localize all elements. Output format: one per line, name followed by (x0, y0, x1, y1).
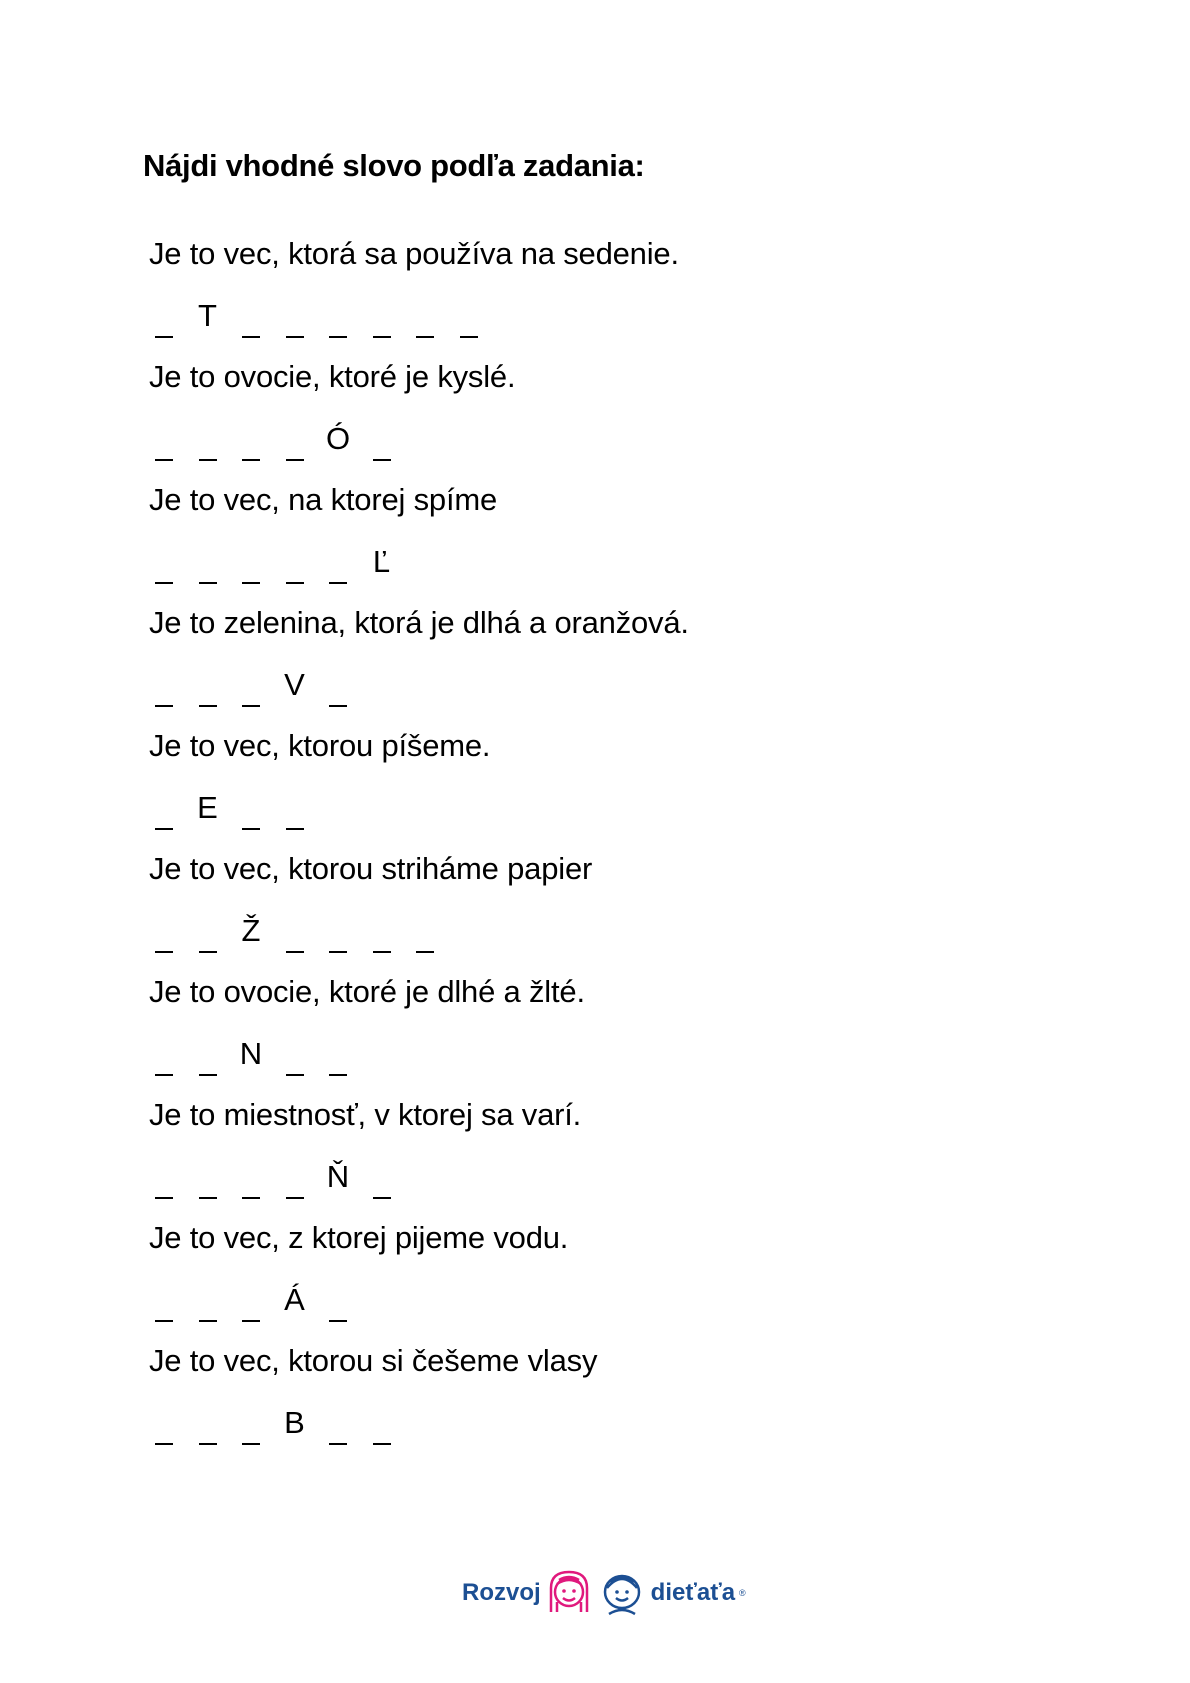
registered-mark: ® (739, 1588, 746, 1598)
blank-slot[interactable] (199, 1320, 217, 1322)
given-letter: E (197, 790, 218, 825)
given-letter: N (239, 1036, 263, 1071)
blank-slot[interactable] (199, 582, 217, 584)
blank-slot[interactable] (286, 828, 304, 830)
blank-slot[interactable] (373, 1197, 391, 1199)
question-text: Je to vec, ktorou si češeme vlasy (149, 1343, 598, 1378)
blank-slot[interactable] (329, 705, 347, 707)
question-text: Je to ovocie, ktoré je kyslé. (149, 359, 516, 394)
answer-pattern (149, 911, 689, 972)
question-text: Je to vec, ktorou píšeme. (149, 728, 491, 763)
logo-text-right: dieťaťa (650, 1579, 736, 1606)
blank-slot[interactable] (329, 582, 347, 584)
question-text: Je to ovocie, ktoré je dlhé a žlté. (149, 974, 585, 1009)
blank-slot[interactable] (460, 336, 478, 338)
blank-slot[interactable] (155, 951, 173, 953)
blank-slot[interactable] (286, 582, 304, 584)
answer-pattern (149, 542, 689, 603)
blank-slot[interactable] (242, 459, 260, 461)
blank-slot[interactable] (199, 705, 217, 707)
blank-slot[interactable] (329, 1320, 347, 1322)
question-text: Je to vec, ktorou striháme papier (149, 851, 593, 886)
blank-slot[interactable] (416, 951, 434, 953)
blank-slot[interactable] (155, 459, 173, 461)
blank-slot[interactable] (155, 582, 173, 584)
answer-pattern (149, 419, 689, 480)
answer-pattern (149, 665, 689, 726)
blank-slot[interactable] (416, 336, 434, 338)
blank-slot[interactable] (155, 1443, 173, 1445)
answer-pattern (149, 296, 689, 357)
blank-slot[interactable] (286, 459, 304, 461)
question-text: Je to vec, na ktorej spíme (149, 482, 498, 517)
blank-slot[interactable] (286, 951, 304, 953)
given-letter: Ž (241, 913, 261, 948)
answer-pattern (149, 1157, 689, 1218)
blank-slot[interactable] (199, 1074, 217, 1076)
given-letter: T (198, 298, 217, 333)
given-letter: Á (284, 1282, 305, 1317)
blank-slot[interactable] (242, 582, 260, 584)
blank-slot[interactable] (155, 705, 173, 707)
blank-slot[interactable] (199, 1197, 217, 1199)
blank-slot[interactable] (329, 336, 347, 338)
question-text: Je to zelenina, ktorá je dlhá a oranžová. (149, 605, 689, 640)
blank-slot[interactable] (242, 1443, 260, 1445)
blank-slot[interactable] (373, 1443, 391, 1445)
blank-slot[interactable] (199, 1443, 217, 1445)
answer-pattern (149, 1280, 689, 1341)
girl-face-icon (545, 1568, 593, 1618)
page-title: Nájdi vhodné slovo podľa zadania: (143, 148, 645, 183)
blank-slot[interactable] (329, 1443, 347, 1445)
blank-slot[interactable] (373, 459, 391, 461)
answer-pattern (149, 1034, 689, 1095)
question-text: Je to vec, ktorá sa používa na sedenie. (149, 236, 679, 271)
given-letter: Ň (326, 1159, 350, 1194)
exercise-list (149, 234, 689, 1464)
blank-slot[interactable] (242, 705, 260, 707)
blank-slot[interactable] (155, 828, 173, 830)
blank-slot[interactable] (155, 1197, 173, 1199)
given-letter: Ľ (372, 544, 391, 579)
blank-slot[interactable] (329, 951, 347, 953)
blank-slot[interactable] (329, 1074, 347, 1076)
blank-slot[interactable] (199, 951, 217, 953)
boy-face-icon (597, 1568, 647, 1618)
given-letter: V (284, 667, 305, 702)
given-letter: Ó (325, 421, 351, 456)
blank-slot[interactable] (242, 828, 260, 830)
blank-slot[interactable] (286, 1197, 304, 1199)
answer-pattern (149, 788, 689, 849)
blank-slot[interactable] (199, 459, 217, 461)
question-text: Je to vec, z ktorej pijeme vodu. (149, 1220, 569, 1255)
logo (462, 1568, 746, 1618)
blank-slot[interactable] (373, 951, 391, 953)
logo-text-left: Rozvoj (462, 1579, 541, 1606)
blank-slot[interactable] (286, 336, 304, 338)
answer-pattern (149, 1403, 689, 1464)
blank-slot[interactable] (373, 336, 391, 338)
blank-slot[interactable] (155, 336, 173, 338)
given-letter: B (284, 1405, 305, 1440)
blank-slot[interactable] (155, 1074, 173, 1076)
blank-slot[interactable] (155, 1320, 173, 1322)
blank-slot[interactable] (286, 1074, 304, 1076)
blank-slot[interactable] (242, 1197, 260, 1199)
blank-slot[interactable] (242, 336, 260, 338)
question-text: Je to miestnosť, v ktorej sa varí. (149, 1097, 582, 1132)
blank-slot[interactable] (242, 1320, 260, 1322)
